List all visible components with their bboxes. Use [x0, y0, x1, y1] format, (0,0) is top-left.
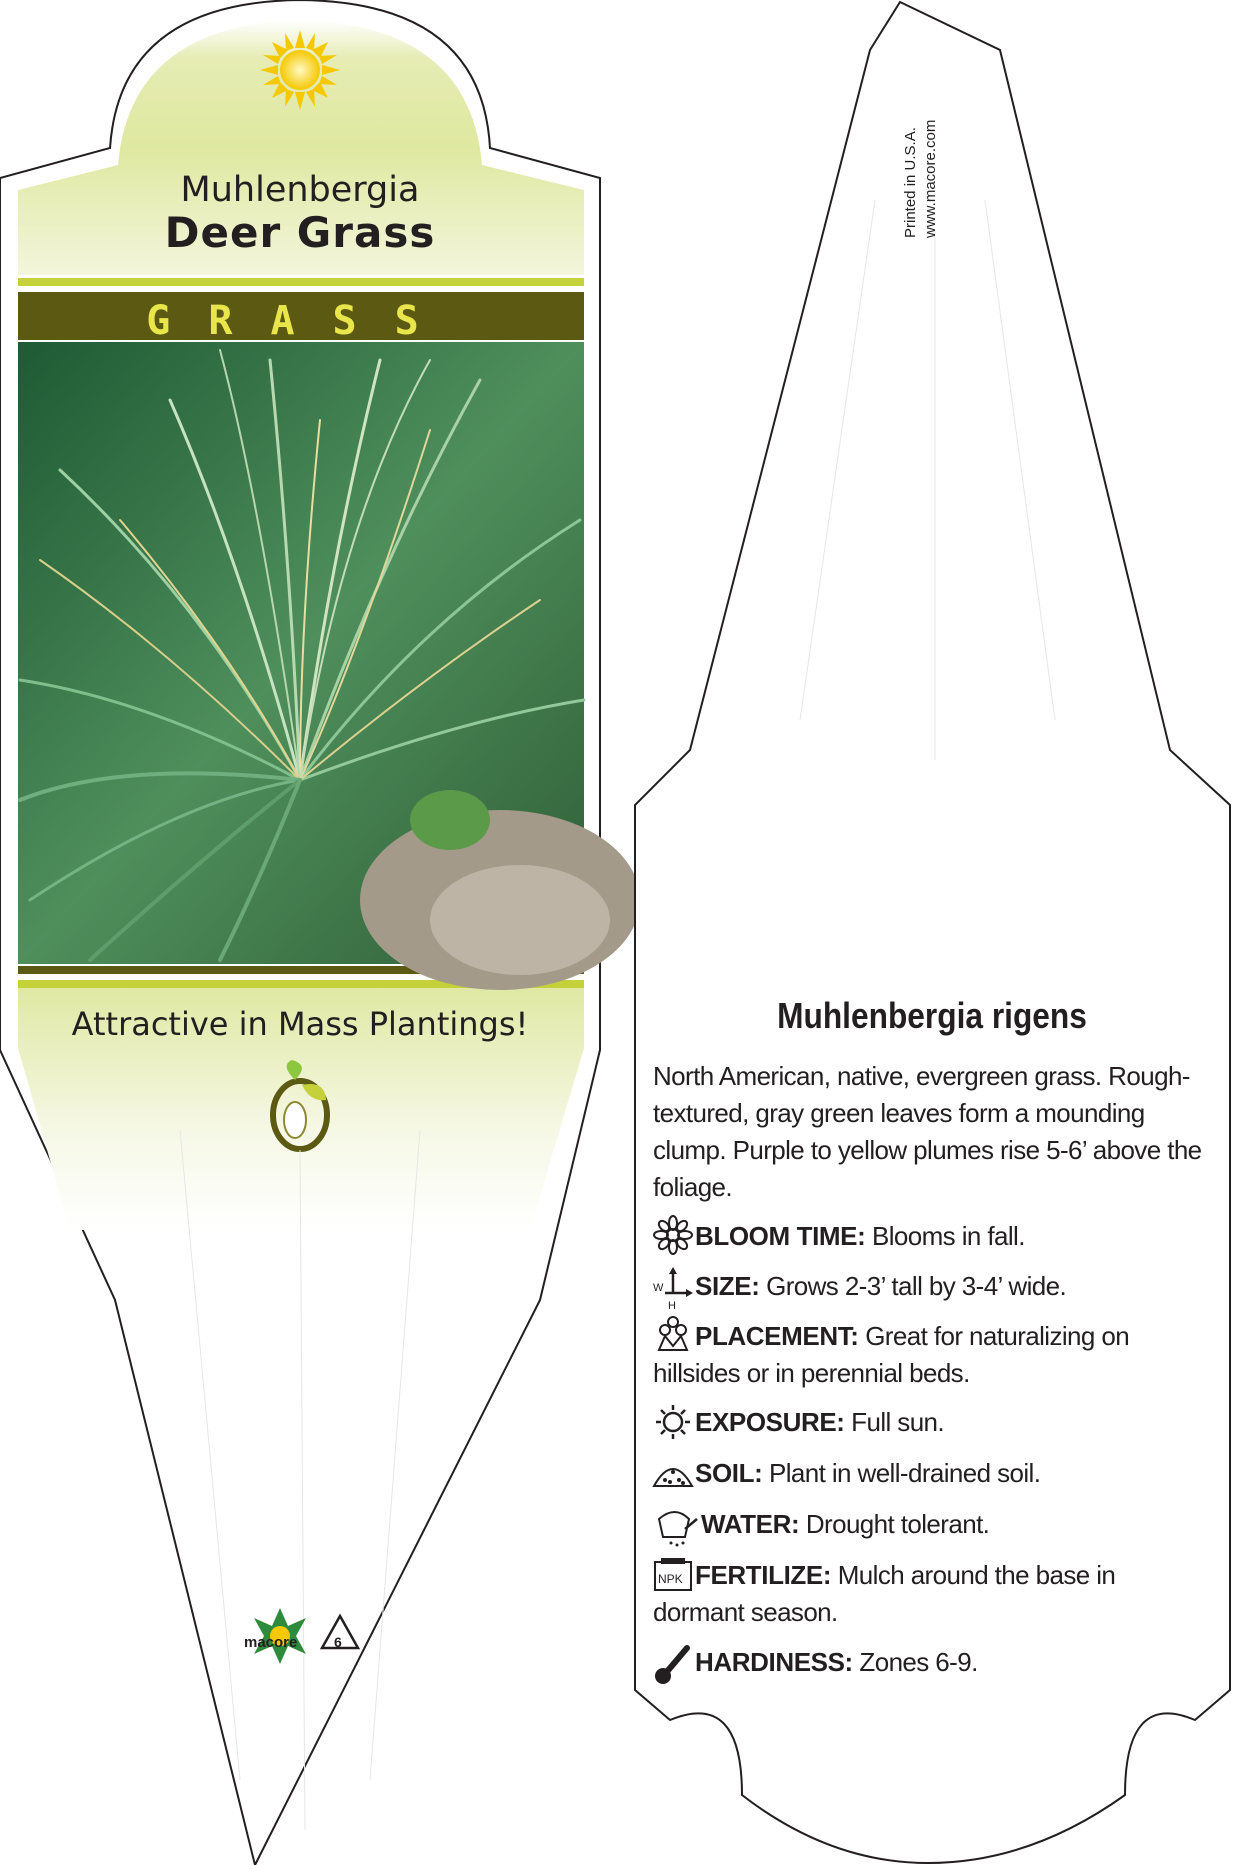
sun-icon	[260, 30, 340, 110]
brand-name: macore	[244, 1634, 298, 1651]
printed-country: Printed in U.S.A.	[902, 127, 919, 238]
attr-value: Drought tolerant.	[805, 1509, 990, 1539]
recycle-code: 6	[334, 1634, 342, 1650]
attr-value: Grows 2-3’ tall by 3-4’ wide.	[766, 1271, 1067, 1301]
printed-info	[902, 88, 962, 238]
attr-value: Zones 6-9.	[859, 1647, 978, 1677]
attr-value: Blooms in fall.	[871, 1221, 1025, 1251]
attr-value: Mulch around the base in dormant season.	[653, 1560, 1116, 1627]
attr-bloom-time	[653, 1218, 1208, 1255]
attr-value: Plant in well-drained soil.	[768, 1458, 1041, 1488]
scientific-name: Muhlenbergia rigens	[777, 995, 1087, 1036]
svg-text:W: W	[653, 1282, 664, 1294]
attr-label: SOIL:	[695, 1458, 763, 1488]
attr-label: PLACEMENT:	[695, 1321, 859, 1351]
attr-water	[653, 1506, 1208, 1543]
category-label: GRASS	[146, 298, 457, 344]
svg-text:NPK: NPK	[658, 1572, 683, 1586]
tagline: Attractive in Mass Plantings!	[71, 1005, 529, 1043]
attr-soil	[653, 1455, 1208, 1492]
printed-website: www.macore.com	[922, 119, 939, 238]
plant-description: North American, native, evergreen grass. Rough-textured, gray green leaves form a mounding clump. Purple to yellow plumes rise 5-6’ above the foliage.	[653, 1061, 1202, 1202]
attr-size	[653, 1268, 1208, 1305]
attr-exposure	[653, 1404, 1208, 1441]
common-name: Deer Grass	[164, 208, 436, 257]
attr-label: WATER:	[701, 1509, 800, 1539]
attr-value: Full sun.	[851, 1407, 945, 1437]
genus-name: Muhlenbergia	[180, 170, 420, 210]
svg-text:H: H	[668, 1300, 676, 1312]
attr-label: FERTILIZE:	[695, 1560, 832, 1590]
attr-fertilize	[653, 1557, 1208, 1631]
attr-label: SIZE:	[695, 1271, 760, 1301]
plant-photo	[18, 342, 640, 990]
attr-hardiness	[653, 1644, 1208, 1681]
attr-placement	[653, 1318, 1208, 1392]
attr-value: Great for naturalizing on hillsides or in perennial beds.	[653, 1321, 1130, 1388]
attr-label: EXPOSURE:	[695, 1407, 845, 1437]
attr-label: HARDINESS:	[695, 1647, 853, 1677]
attr-label: BLOOM TIME:	[695, 1221, 866, 1251]
